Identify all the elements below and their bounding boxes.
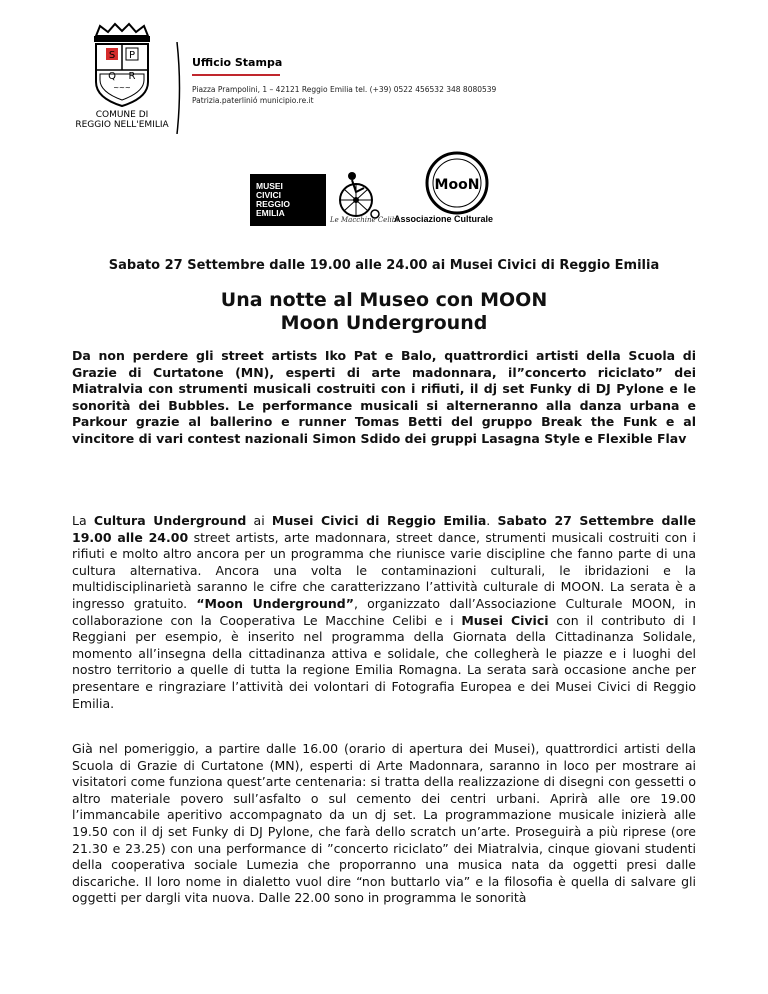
svg-text:MooN: MooN	[434, 177, 480, 193]
contact-email: Patrizia.paterlinió municipio.re.it	[192, 96, 314, 105]
crest-name-line1: COMUNE DI	[95, 110, 149, 120]
crest-name-line2: REGGIO NELL'EMILIA	[75, 120, 169, 130]
comune-crest-logo	[72, 22, 172, 134]
contact-address: Piazza Prampolini, 1 – 42121 Reggio Emilia tel. (+39) 0522 456532 348 8080539	[192, 85, 497, 94]
press-subtitle: Moon Underground	[280, 312, 488, 334]
svg-text:~~~: ~~~	[113, 84, 131, 92]
associazione-culturale-label: Associazione Culturale	[394, 214, 494, 224]
svg-text:Q: Q	[108, 71, 116, 82]
office-title-rule	[192, 74, 280, 76]
body-paragraph-2: Già nel pomeriggio, a partire dalle 16.00 (orario di apertura dei Musei), quattrordici artisti della Scuola di Grazie di Curtatone (MN), esperti di Arte Madonnara, saranno in loco per mostrare ai visitatori come funziona quest’arte centenaria: si tratta della realizzazione di disegni con gessetti o altro materiale povero sull’asfalto o sul cemento dei centri urbani. Aprirà alle ore 19.00 l’immancabile aperitivo accompagnato da un dj set. La programmazione musicale inizierà alle 19.50 con il dj set Funky di DJ Pylone, che farà dello scratch un’arte. Proseguirà a più riprese (ore 21.30 e 23.25) con una performance di ”concerto riciclato” dei Miatralvia, cinque giovani studenti della cooperativa sociale Lumezia che proporranno una musica nata da oggetti presi dalle discariche. Il loro nome in dialetto vuol dire “non buttarlo via” e la filosofia è quella di salvare gli oggetti per dargli vita nuova. Dalle 22.00 sono in programma le sonorità	[72, 741, 696, 906]
crest-letters-lower	[82, 22, 162, 82]
body-paragraph-1: La Cultura Underground ai Musei Civici di Reggio Emilia. Sabato 27 Settembre dalle 19.00 alle 24.00 street artists, arte madonnara, street dance, strumenti musicali costruiti con i rifiuti e molto altro ancora per un programma che riunisce varie discipline che fanno parte di una cultura alternativa. Ancora una volta le contaminazioni culturali, le ibridazioni e la multidisciplinarietà saranno le cifre che caratterizzano l’attività culturale di MOON. La serata è a ingresso gratuito. “Moon Underground”, organizzato dall’Associazione Culturale MOON, in collaborazione con la Cooperativa Le Macchine Celibi e i Musei Civici con il contributo di I Reggiani per esempio, è inserito nel programma della Giornata della Cittadinanza Solidale, momento all’insegna della cittadinanza attiva e solidale, che collegherà le piazze e i luoghi del nostro territorio a quelle di tutta la regione Emilia Romagna. La serata sarà occasione anche per presentare e ringraziare l’attività dei volontari di Fotografia Europea e dei Musei Civici di Reggio Emilia.	[72, 513, 697, 711]
letterhead	[72, 22, 692, 134]
svg-text:P: P	[128, 50, 136, 61]
header-divider	[176, 42, 182, 134]
contact-info	[192, 84, 496, 106]
svg-text:R: R	[128, 71, 136, 82]
event-date-line: Sabato 27 Settembre dalle 19.00 alle 24.00 ai Musei Civici di Reggio Emilia	[108, 258, 660, 273]
partner-logos	[250, 150, 520, 226]
office-title: Ufficio Stampa	[192, 56, 283, 69]
moon-logo-icon	[424, 150, 490, 216]
musei-civici-logo: MUSEI CIVICI REGGIO EMILIA	[250, 174, 326, 226]
macchine-celibi-label: Le Macchine Celibi	[330, 216, 399, 224]
press-title: Una notte al Museo con MOON	[220, 289, 548, 311]
lead-paragraph: Da non perdere gli street artists Iko Pat e Balo, quattrordici artisti della Scuola di Grazie di Curtatone (MN), esperti di arte madonnara, il”concerto riciclato” dei Miatralvia con strumenti musicali costruiti con i rifiuti, il dj set Funky di DJ Pylone e le sonorità dei Bubbles. Le performance musicali si alterneranno alla danza urbana e Parkour grazie al ballerino e runner Tomas Betti del gruppo Break the Funk e al vincitore di vari contest nazionali Simon Sdido dei gruppi Lasagna Style e Flexible Flav	[72, 348, 696, 446]
svg-text:S: S	[108, 50, 116, 61]
